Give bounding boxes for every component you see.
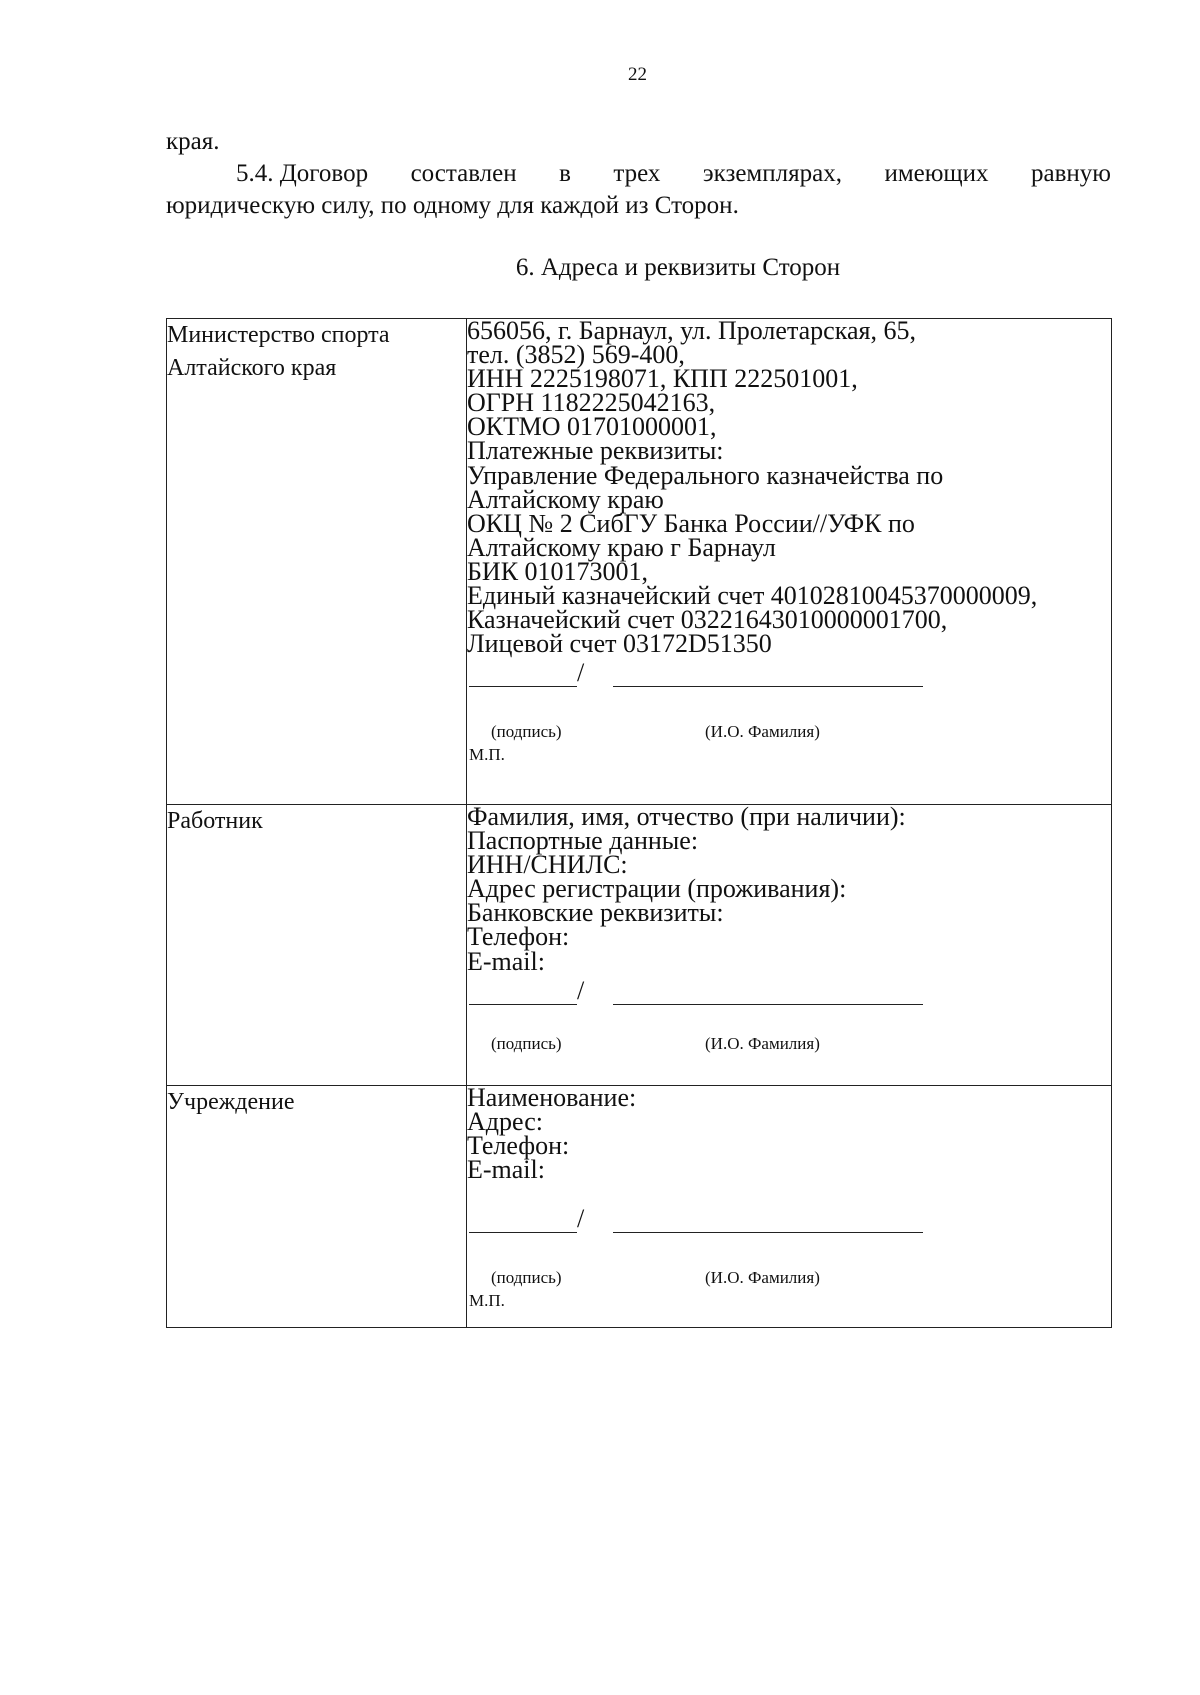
detail-line: ОКЦ № 2 СибГУ Банка России//УФК по — [467, 508, 915, 538]
detail-line: Телефон: — [467, 1131, 570, 1161]
word: имеющих — [884, 160, 989, 187]
detail-line: тел. (3852) 569-400, — [467, 340, 685, 370]
signature-slash: / — [577, 975, 585, 1005]
party-name-cell — [167, 805, 467, 1086]
detail-line: Наименование: — [467, 1083, 637, 1112]
party-row-employee — [167, 805, 1112, 1086]
detail-line: Фамилия, имя, отчество (при наличии): — [467, 802, 906, 831]
word: равную — [1031, 160, 1111, 187]
party-details-cell — [467, 1083, 1112, 1328]
parties-table — [166, 318, 1112, 1328]
detail-line: Телефон: — [467, 922, 570, 952]
detail-line: 656056, г. Барнаул, ул. Пролетарская, 65, — [467, 316, 916, 345]
detail-line: БИК 010173001, — [467, 556, 649, 586]
party-name-line: Министерство спорта — [167, 322, 390, 348]
name-caption: (И.О. Фамилия) — [705, 1268, 820, 1288]
name-line — [613, 1232, 923, 1233]
party-details-cell — [467, 316, 1112, 805]
detail-line: Алтайскому краю г Барнаул — [467, 532, 776, 562]
paragraph-line-3: юридическую силу, по одному для каждой из Сторон. — [166, 192, 739, 219]
detail-line: Адрес: — [467, 1107, 543, 1137]
detail-line: ОГРН 1182225042163, — [467, 388, 716, 418]
signature-slash: / — [577, 658, 585, 688]
signature-caption: (подпись) — [491, 1033, 562, 1053]
name-caption: (И.О. Фамилия) — [705, 1033, 820, 1053]
detail-line: Единый казначейский счет 40102810045370000009, — [467, 581, 1038, 611]
signature-block — [467, 974, 1111, 1053]
detail-line: Казначейский счет 03221643010000001700, — [467, 605, 948, 635]
paragraph-line-1: края. — [166, 128, 220, 155]
detail-line: E-mail: — [467, 946, 545, 976]
detail-line: ИНН 2225198071, КПП 222501001, — [467, 364, 858, 394]
word: составлен — [410, 160, 517, 187]
page-number: 22 — [628, 64, 647, 85]
detail-line: Платежные реквизиты: — [467, 436, 724, 466]
detail-line: Лицевой счет 03172D51350 — [467, 629, 772, 659]
word: экземплярах, — [702, 160, 842, 187]
word: в — [559, 160, 571, 187]
detail-line: Паспортные данные: — [467, 826, 699, 856]
party-name-line: Алтайского края — [167, 355, 337, 381]
party-row-ministry — [167, 319, 1112, 805]
detail-line: Алтайскому краю — [467, 484, 664, 514]
seal-mark: М.П. — [469, 745, 505, 765]
detail-line: Банковские реквизиты: — [467, 898, 724, 928]
detail-line: ИНН/СНИЛС: — [467, 850, 628, 880]
detail-line: ОКТМО 01701000001, — [467, 412, 717, 442]
party-name-line: Работник — [167, 808, 263, 834]
word: 5.4. Договор — [236, 160, 369, 187]
party-details-cell — [467, 802, 1112, 1086]
signature-line — [469, 1004, 577, 1005]
party-name-cell — [167, 1086, 467, 1328]
signature-caption: (подпись) — [491, 1268, 562, 1288]
detail-line: Управление Федерального казначейства по — [467, 460, 944, 490]
signature-caption: (подпись) — [491, 722, 562, 742]
word: трех — [613, 160, 661, 187]
signature-block — [467, 1202, 1111, 1312]
signature-slash: / — [577, 1204, 585, 1234]
party-name-cell — [167, 319, 467, 805]
name-line — [613, 1004, 923, 1005]
name-caption: (И.О. Фамилия) — [705, 722, 820, 742]
party-name-line: Учреждение — [167, 1089, 295, 1115]
detail-line: E-mail: — [467, 1155, 545, 1185]
section-heading: 6. Адреса и реквизиты Сторон — [515, 254, 841, 281]
signature-line — [469, 686, 577, 687]
paragraph-line-2 — [166, 158, 1111, 190]
signature-line — [469, 1232, 577, 1233]
signature-block — [467, 656, 1111, 766]
name-line — [613, 686, 923, 687]
party-row-institution — [167, 1086, 1112, 1328]
detail-line: Адрес регистрации (проживания): — [467, 874, 847, 904]
seal-mark: М.П. — [469, 1291, 505, 1311]
